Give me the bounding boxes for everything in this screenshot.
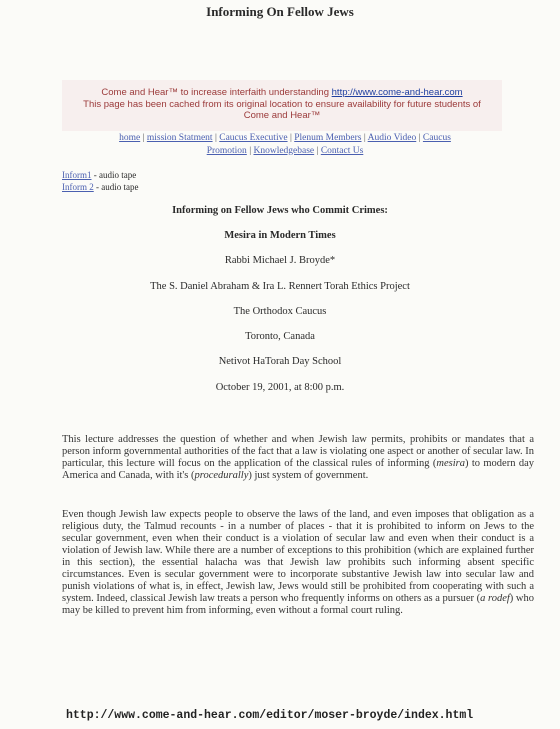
source-url: http://www.come-and-hear.com/editor/moser-broyde/index.html bbox=[66, 709, 474, 722]
nav-separator: | bbox=[314, 145, 321, 156]
nav-home[interactable]: home bbox=[119, 133, 141, 143]
emphasis-procedurally: procedurally bbox=[194, 470, 249, 481]
nav-contact-us[interactable]: Contact Us bbox=[320, 145, 364, 156]
banner-text: Come and Hear™ to increase interfaith understanding bbox=[101, 87, 332, 98]
nav-plenum-members[interactable]: Plenum Members bbox=[294, 133, 362, 143]
nav-separator: | bbox=[416, 133, 423, 143]
lecture-author: Rabbi Michael J. Broyde* bbox=[224, 255, 336, 266]
nav-knowledgebase[interactable]: Knowledgebase bbox=[253, 145, 315, 156]
audio-link-inform1[interactable]: Inform1 bbox=[62, 170, 92, 180]
emphasis-mesira: mesira bbox=[436, 458, 465, 469]
lecture-location: Toronto, Canada bbox=[245, 331, 315, 342]
nav-mission-statement[interactable]: mission Statment bbox=[146, 133, 213, 143]
banner-line-2: This page has been cached from its original location to ensure availability for future students of bbox=[83, 98, 481, 110]
page-title: Informing On Fellow Jews bbox=[206, 4, 354, 19]
cache-banner bbox=[62, 80, 502, 131]
text-run: ) just system of government. bbox=[248, 470, 369, 481]
text-run: ) who may be killed to prevent him from informing, even without a formal court ruling. bbox=[62, 593, 535, 616]
nav-caucus-promotion[interactable]: Caucus Promotion bbox=[206, 133, 451, 156]
nav-caucus-executive[interactable]: Caucus Executive bbox=[219, 133, 288, 143]
audio-link-inform2[interactable]: Inform 2 bbox=[62, 181, 94, 192]
nav-separator: | bbox=[361, 133, 368, 143]
text-run: Even though Jewish law expects people to observe the laws of the land, and even imposes that obligation as a religious duty, the Talmud recounts - in a number of places - that it is prohibited to inform on Jews to the secular government, even when their conduct is a violation of secular law and even when their conduct is a violation of Jewish law. While there are a number of exceptions to this prohibition (which are explained further in this section), the essential halacha was that Jewish law prohibits such informing absent specific circumstances. Even is secular government were to incorporate substantive Jewish law into secular law and punish violations of what is, in effect, Jewish law, Jews would still be prohibited from cooperating with such a system. Indeed, classical Jewish law treats a person who frequently informs on others as a pursuer ( bbox=[62, 509, 534, 604]
lecture-date: October 19, 2001, at 8:00 p.m. bbox=[215, 382, 345, 393]
site-nav bbox=[100, 132, 470, 157]
text-run: This lecture addresses the question of whether and when Jewish law permits, prohibits or mandates that a person inform governmental authorities of the fact that a law is violating one aspect or another of secular law. In particular, this lecture will focus on the application of the classical rules of informing ( bbox=[62, 434, 534, 469]
nav-separator: | bbox=[287, 133, 295, 143]
paragraph-intro bbox=[62, 434, 534, 482]
text-run: ) to modern day America and Canada, with it's ( bbox=[62, 458, 534, 481]
audio-item bbox=[62, 182, 138, 194]
nav-separator: | bbox=[246, 145, 254, 156]
audio-list bbox=[62, 170, 138, 193]
lecture-subtitle: Mesira in Modern Times bbox=[224, 230, 336, 241]
banner-line-3: Come and Hear™ bbox=[243, 110, 321, 121]
emphasis-rodef: a rodef bbox=[480, 593, 510, 604]
nav-separator: | bbox=[140, 133, 147, 143]
audio-label: - audio tape bbox=[91, 170, 137, 180]
lecture-organization: The Orthodox Caucus bbox=[233, 306, 327, 317]
lecture-project: The S. Daniel Abraham & Ira L. Rennert Torah Ethics Project bbox=[150, 281, 410, 292]
audio-item bbox=[62, 170, 138, 182]
audio-label: - audio tape bbox=[93, 181, 139, 192]
paragraph-body bbox=[62, 509, 534, 617]
lecture-venue: Netivot HaTorah Day School bbox=[218, 356, 342, 367]
nav-separator: | bbox=[212, 133, 220, 143]
lecture-title: Informing on Fellow Jews who Commit Crimes: bbox=[172, 205, 388, 216]
nav-audio-video[interactable]: Audio Video bbox=[367, 133, 417, 143]
come-and-hear-link[interactable]: http://www.come-and-hear.com bbox=[331, 87, 463, 98]
banner-line-1 bbox=[62, 87, 502, 99]
